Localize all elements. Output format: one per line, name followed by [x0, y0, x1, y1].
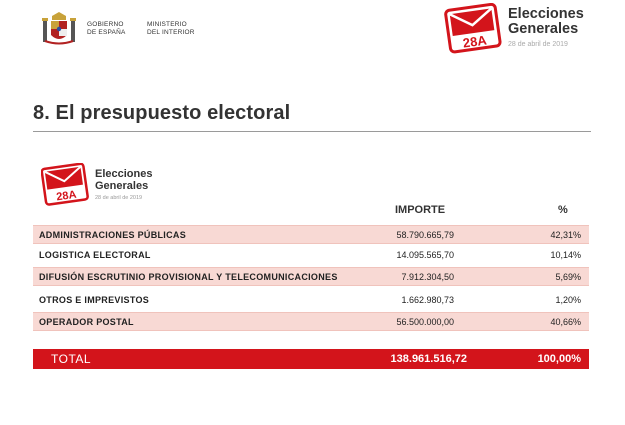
total-row	[33, 349, 589, 369]
row-percent: 42,31%	[550, 229, 581, 240]
government-header	[40, 10, 199, 48]
total-label: TOTAL	[51, 352, 92, 366]
row-amount: 14.095.565,70	[396, 249, 454, 260]
envelope-logo-small-icon	[41, 163, 91, 209]
table-row	[33, 290, 589, 309]
ministry-line-2: DEL INTERIOR	[147, 29, 195, 36]
elections-logo-small	[41, 163, 181, 211]
logo-title-line-2: Generales	[508, 21, 579, 37]
page-title: 8. El presupuesto electoral	[33, 102, 291, 124]
row-label: OTROS E IMPREVISTOS	[39, 294, 150, 305]
row-label: OPERADOR POSTAL	[39, 316, 134, 327]
ministry-label	[147, 21, 199, 37]
logo-badge-text: 28A	[461, 32, 488, 51]
small-logo-title-line-2: Generales	[95, 180, 149, 192]
row-amount: 58.790.665,79	[396, 229, 454, 240]
row-percent: 40,66%	[550, 316, 581, 327]
table-row	[33, 312, 589, 331]
row-label: DIFUSIÓN ESCRUTINIO PROVISIONAL Y TELECOMUNICACIONES	[39, 271, 338, 282]
table-row	[33, 225, 589, 244]
row-amount: 56.500.000,00	[396, 316, 454, 327]
table-row	[33, 267, 589, 286]
government-line-1: GOBIERNO	[87, 21, 124, 28]
row-amount: 1.662.980,73	[401, 294, 454, 305]
total-amount: 138.961.516,72	[390, 353, 467, 365]
coat-of-arms-icon	[40, 10, 78, 48]
row-label: LOGISTICA ELECTORAL	[39, 249, 151, 260]
table-row	[33, 245, 589, 264]
logo-title	[508, 7, 584, 37]
small-logo-title-line-1: Elecciones	[95, 168, 153, 180]
envelope-logo-icon	[444, 3, 504, 55]
small-logo-badge-text: 28A	[55, 188, 78, 204]
elections-logo	[444, 3, 614, 55]
row-percent: 10,14%	[550, 249, 581, 260]
small-logo-title	[95, 168, 152, 192]
row-percent: 1,20%	[555, 294, 581, 305]
logo-date: 28 de abril de 2019	[508, 41, 568, 48]
row-amount: 7.912.304,50	[401, 271, 454, 282]
title-divider	[33, 131, 591, 132]
government-label	[87, 21, 139, 37]
small-logo-date: 28 de abril de 2019	[95, 195, 143, 201]
column-header-percent: %	[558, 204, 568, 216]
column-header-importe: IMPORTE	[395, 204, 446, 216]
ministry-line-1: MINISTERIO	[147, 21, 187, 28]
logo-title-line-1: Elecciones	[508, 6, 584, 22]
row-percent: 5,69%	[555, 271, 581, 282]
government-line-2: DE ESPAÑA	[87, 29, 126, 36]
row-label: ADMINISTRACIONES PÚBLICAS	[39, 229, 187, 240]
total-percent: 100,00%	[537, 353, 581, 365]
